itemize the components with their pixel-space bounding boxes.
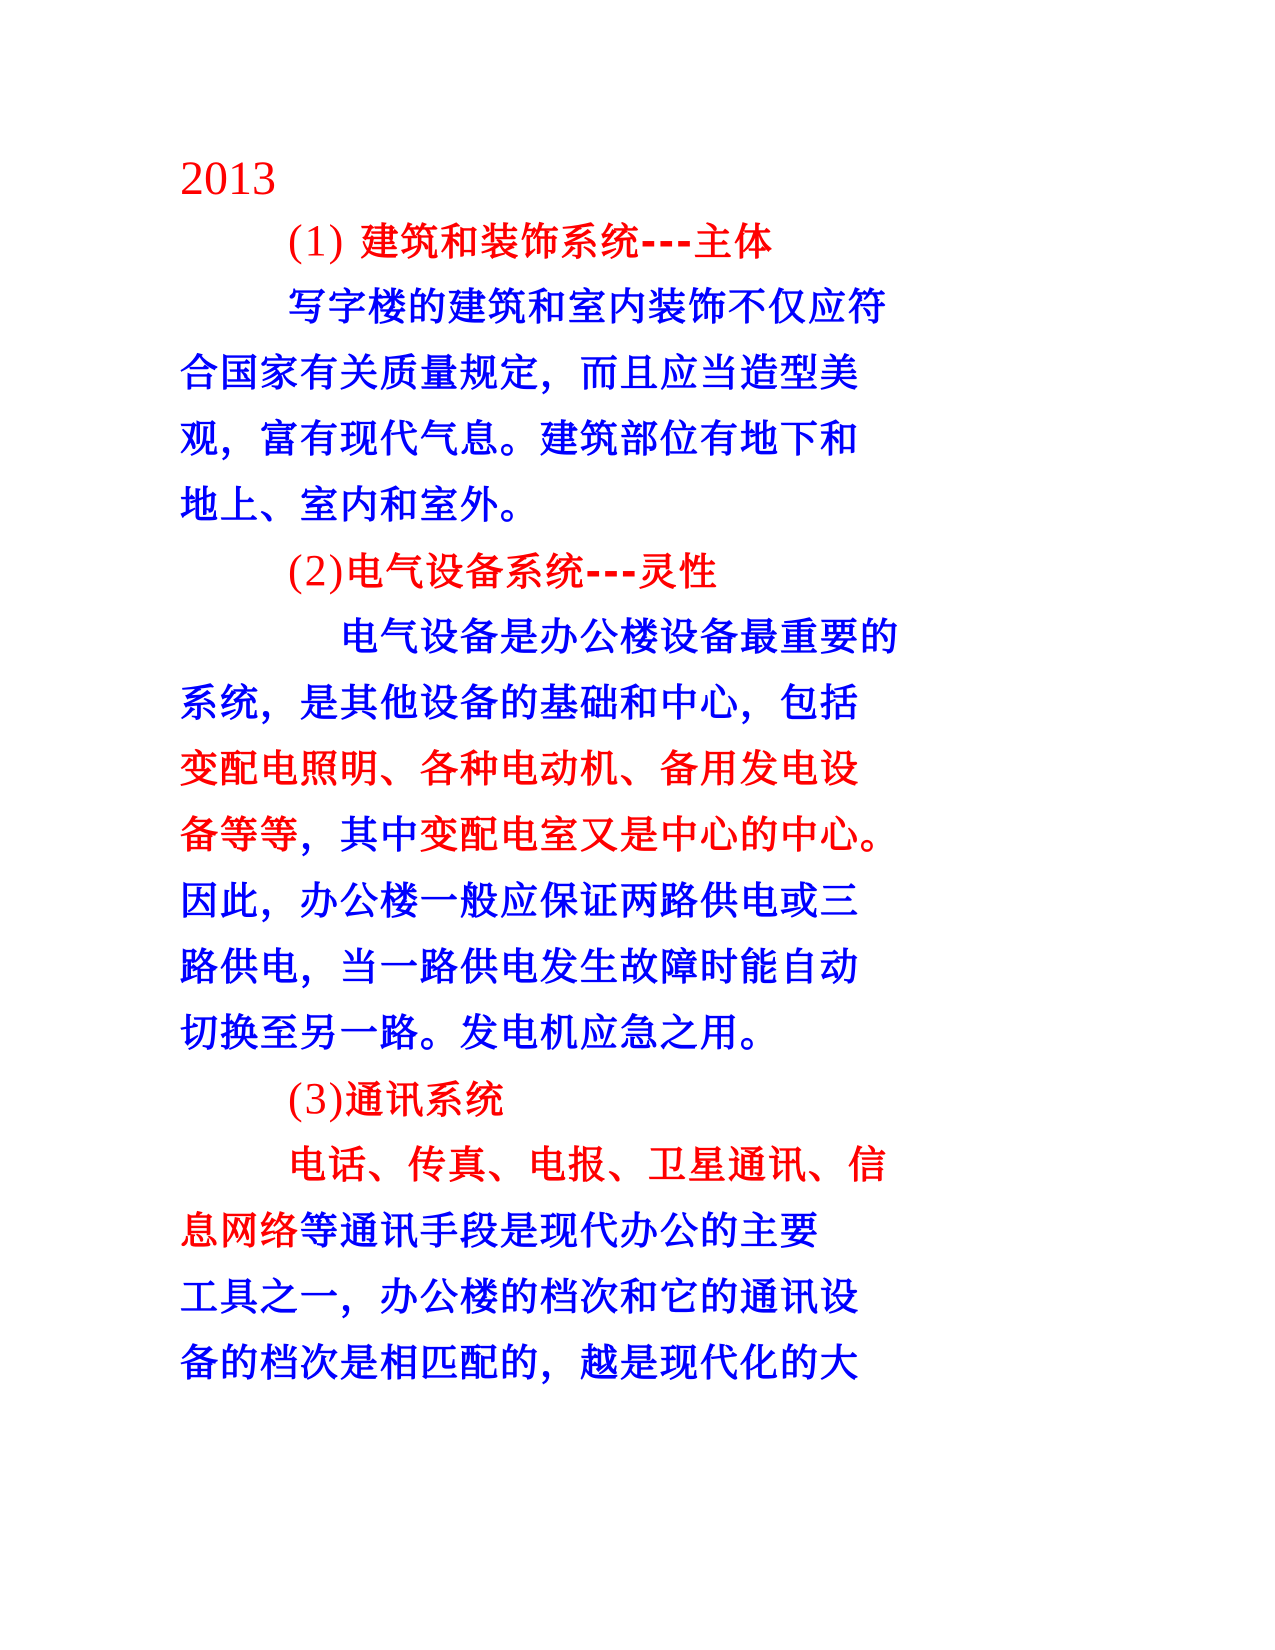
section-2-title: 电气设备系统---灵性 xyxy=(345,550,719,594)
body-text: 等通讯手段是现代办公的主要 xyxy=(300,1209,821,1253)
section-2-number: (2) xyxy=(288,546,346,595)
section-1-line: 合国家有关质量规定，而且应当造型美 xyxy=(180,351,861,395)
section-1-line: 写字楼的建筑和室内装饰不仅应符 xyxy=(288,285,889,329)
section-3-title: 通讯系统 xyxy=(345,1078,506,1122)
highlight-text: 变配电室又是中心的中心。 xyxy=(420,813,901,857)
section-1-number: (1) xyxy=(288,216,346,265)
section-1-title: 建筑和装饰系统---主体 xyxy=(360,220,774,264)
section-1-line: 地上、室内和室外。 xyxy=(180,483,541,527)
section-2-line-mixed xyxy=(180,802,1060,868)
document-page xyxy=(180,150,1060,1396)
highlight-text: 息网络 xyxy=(180,1209,301,1253)
highlight-text: 备等等 xyxy=(180,813,301,857)
section-3-line: 工具之一，办公楼的档次和它的通讯设 xyxy=(180,1275,861,1319)
year-heading: 2013 xyxy=(180,152,276,205)
section-2-line-highlight: 变配电照明、各种电动机、备用发电设 xyxy=(180,747,861,791)
section-3-line-highlight: 电话、传真、电报、卫星通讯、信 xyxy=(288,1143,889,1187)
body-text: ，其中 xyxy=(300,813,421,857)
section-2-line: 路供电，当一路供电发生故障时能自动 xyxy=(180,945,861,989)
section-1-line: 观，富有现代气息。建筑部位有地下和 xyxy=(180,417,861,461)
section-2-line: 电气设备是办公楼设备最重要的 xyxy=(340,615,901,659)
section-1-heading xyxy=(180,208,1060,274)
section-2-line: 系统，是其他设备的基础和中心，包括 xyxy=(180,681,861,725)
section-2-heading xyxy=(180,538,1060,604)
section-2-line: 因此，办公楼一般应保证两路供电或三 xyxy=(180,879,861,923)
section-3-heading xyxy=(180,1066,1060,1132)
section-3-number: (3) xyxy=(288,1074,346,1123)
section-2-line: 切换至另一路。发电机应急之用。 xyxy=(180,1011,781,1055)
section-3-line-mixed xyxy=(180,1198,1060,1264)
section-3-line: 备的档次是相匹配的，越是现代化的大 xyxy=(180,1341,861,1385)
